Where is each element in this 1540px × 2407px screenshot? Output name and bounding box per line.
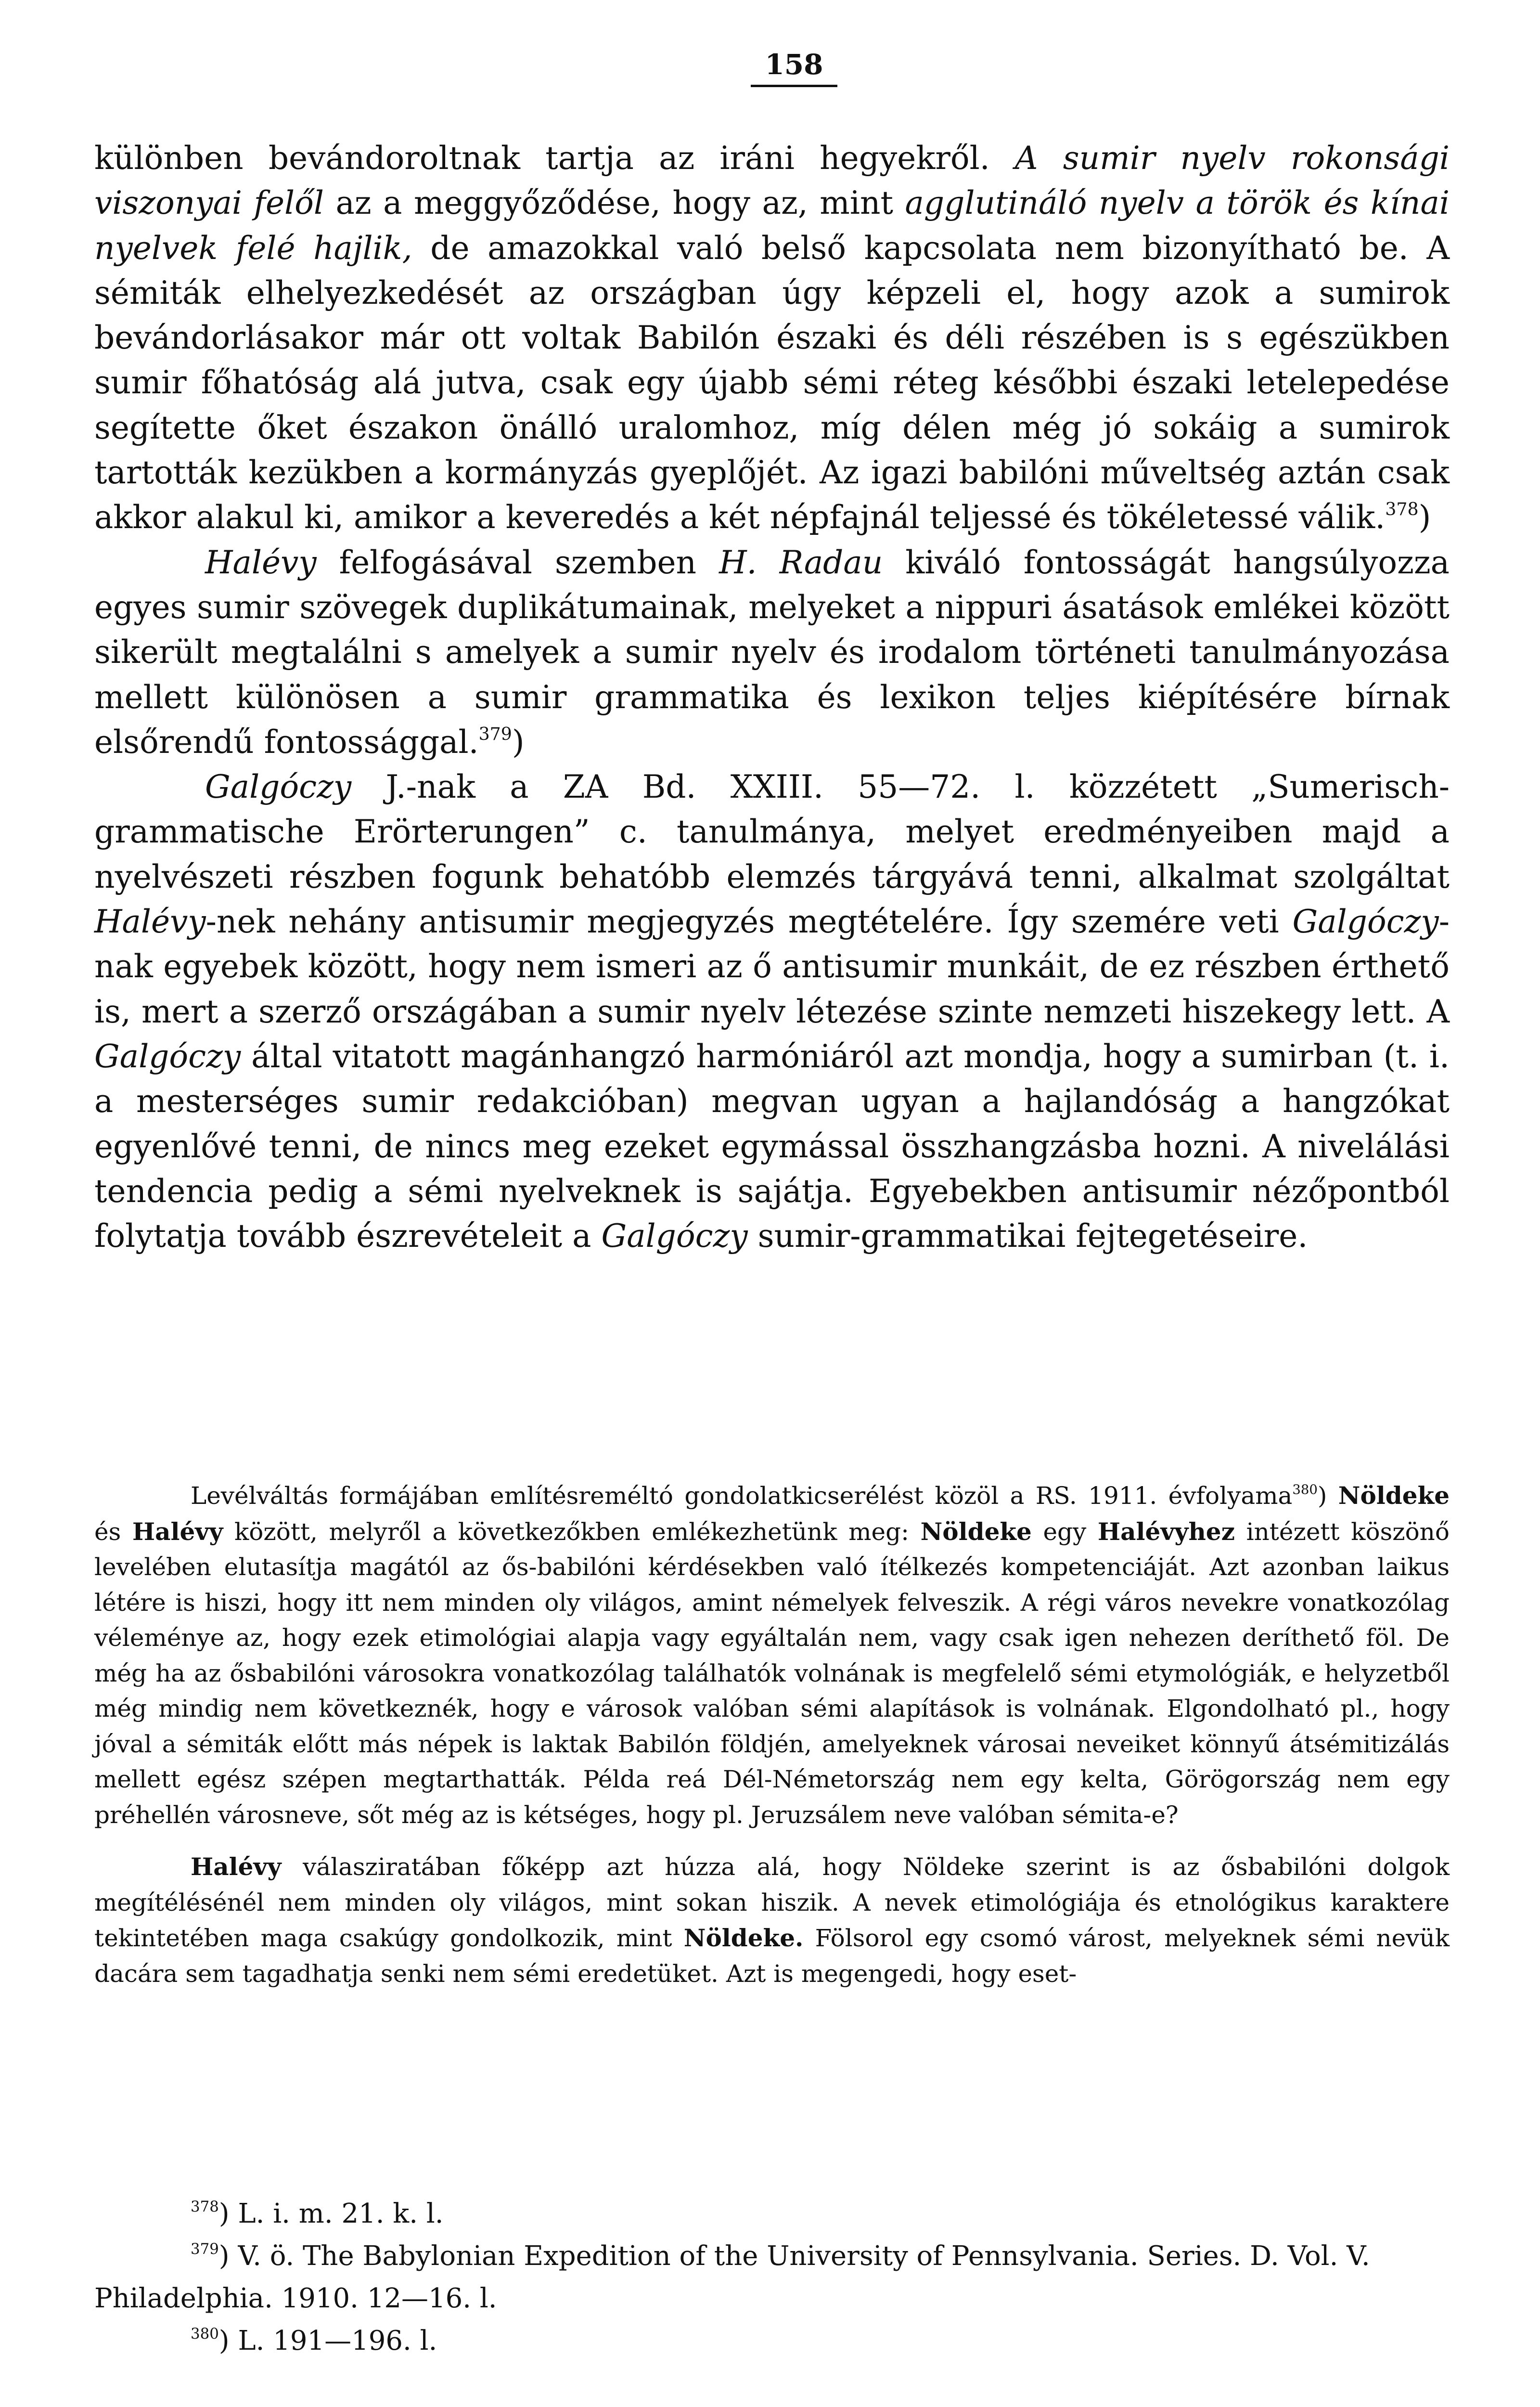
italic-run: Halévy xyxy=(94,903,206,941)
main-text xyxy=(94,136,1450,1258)
footnote-mark: 379 xyxy=(191,2240,219,2258)
text-run: ) xyxy=(1317,1482,1338,1510)
small-paragraph-1 xyxy=(94,1478,1450,1833)
text-run: által vitatott magánhangzó harmóniáról azt mondja, hogy a sumirban (t. i. a mesterséges sumir redakcióban) megvan ugyan a hajlandóság a hangzókat egyenlővé tenni, de nincs meg ezeket egymással összhangzásba hozni. A nivelálási tendencia pedig a sémi nyelveknek is sajátja. Egyebekben antisumir nézőpontból folytatja tovább észrevételeit a xyxy=(94,1037,1450,1255)
text-run: ) xyxy=(1418,499,1431,536)
italic-run: Galgóczy xyxy=(205,768,352,806)
text-run: -nak egyebek között, hogy nem ismeri az ő antisumir munkáit, de ez részben érthető is, mert a szerző országában a sumir nyelv létezése szinte nemzeti hiszekegy lett. A xyxy=(94,903,1450,1030)
text-run: sumir-grammatikai fejtegetéseire. xyxy=(747,1217,1308,1255)
footnote-text: ) L. i. m. 21. k. l. xyxy=(218,2198,444,2229)
small-print-section xyxy=(94,1478,1450,1992)
text-run: között, melyről a következőkben emlékezhetünk meg: xyxy=(223,1517,921,1546)
text-run: de amazokkal való belső kapcsolata nem bizonyítható be. A sémiták elhelyezkedését az országban úgy képzeli el, hogy azok a sumirok bevándorlásakor már ott voltak Babilón északi és déli részében is s egészükben sumir főhatóság alá jutva, csak egy újabb sémi réteg későbbi északi letelepedése segítette őket északon önálló uralomhoz, míg délen még jó sokáig a sumirok tartották kezükben a kormányzás gyeplőjét. Az igazi babilóni műveltség aztán csak akkor alakul ki, amikor a keveredés a két népfajnál teljessé és tökéletessé válik. xyxy=(94,229,1450,536)
italic-run: Galgóczy xyxy=(94,1037,241,1075)
footnote-item xyxy=(94,2235,1450,2320)
footnote-ref: 380 xyxy=(1292,1482,1318,1498)
footnote-ref: 379 xyxy=(478,723,512,744)
bold-run: Halévy xyxy=(191,1852,282,1881)
italic-run: Galgóczy xyxy=(601,1217,748,1255)
text-run: válasziratában főképp azt húzza alá, hogy Nöldeke szerint is az ősbabilóni dolgok megítélésénél nem minden oly világos, mint sokan hiszik. A nevek etimológiája és etnológikus karaktere tekintetében maga csakúgy gondolkozik, mint xyxy=(94,1853,1450,1952)
bold-run: Nöldeke xyxy=(920,1517,1032,1546)
bold-run: Halévyhez xyxy=(1097,1517,1235,1546)
text-run: és xyxy=(94,1517,132,1546)
text-run: J.-nak a ZA Bd. XXIII. 55—72. l. közzétett „Sumerisch-grammatische Erörterungen” c. tanulmánya, melyet eredményeiben majd a nyelvészeti részben fogunk behatóbb elemzés tárgyává tenni, alkalmat szolgáltat xyxy=(94,768,1450,895)
italic-run: Galgóczy xyxy=(1292,903,1439,941)
footnotes xyxy=(94,2193,1450,2362)
text-run: kiváló fontosságát hangsúlyozza egyes sumir szövegek duplikátumainak, melyeket a nippuri ásatások emlékei között sikerült megtalálni s amelyek a sumir nyelv és irodalom történeti tanulmányozása mellett különösen a sumir grammatika és lexikon teljes kiépítésére bírnak elsőrendű fontossággal. xyxy=(94,544,1450,761)
text-run: különben bevándoroltnak tartja az iráni hegyekről. xyxy=(94,140,1015,177)
italic-run: Halévy xyxy=(205,544,317,581)
text-run: Levélváltás formájában említésreméltó gondolatkicserélést közöl a RS. 1911. évfolyama xyxy=(191,1482,1293,1510)
text-run: Fölsorol egy csomó várost, melyeknek sémi nevük dacára sem tagadhatja senki nem sémi eredetüket. Azt is megengedi, hogy eset- xyxy=(94,1924,1450,1988)
text-run: egy xyxy=(1031,1517,1098,1546)
footnote-mark: 380 xyxy=(191,2325,219,2342)
footnote-mark: 378 xyxy=(191,2198,219,2215)
page-number: 158 xyxy=(751,48,837,87)
bold-run: Nöldeke xyxy=(1338,1481,1450,1510)
text-run: felfogásával szemben xyxy=(316,544,719,581)
footnote-ref: 378 xyxy=(1385,499,1419,520)
footnote-text: ) V. ö. The Babylonian Expedition of the University of Pennsylvania. Series. D. Vol. V. Philadelphia. 1910. 12—16. l. xyxy=(94,2240,1370,2314)
italic-run: H. Radau xyxy=(719,544,883,581)
footnote-text: ) L. 191—196. l. xyxy=(218,2325,437,2356)
footnote-item xyxy=(94,2193,1450,2235)
paragraph-3 xyxy=(94,764,1450,1258)
italic-run: A sumir nyelv rokonsági viszonyai felől xyxy=(94,140,1450,222)
bold-run: Halévy xyxy=(132,1517,223,1546)
small-paragraph-2 xyxy=(94,1849,1450,1992)
paragraph-1 xyxy=(94,136,1450,540)
italic-run: agglutináló nyelv a török és kínai nyelvek felé hajlik, xyxy=(94,184,1450,267)
text-run: intézett köszönő levelében elutasítja magától az ős-babilóni kérdésekben való ítélkezés kompetenciáját. Azt azonban laikus létére is hiszi, hogy itt nem minden oly világos, amint némelyek felveszik. A régi város nevekre vonatkozólag véleménye az, hogy ezek etimológiai alapja vagy egyáltalán nem, vagy csak igen nehezen deríthető föl. De még ha az ősbabilóni városokra vonatkozólag találhatók volnának is megfelelő sémi etymológiák, e helyzetből még mindig nem következnék, hogy e városok valóban sémi alapítások is volnának. Elgondolható pl., hogy jóval a sémiták előtt más népek is laktak Babilón földjén, amelyeknek városai neveiket könnyű átsémitizálás mellett egész szépen megtarthatták. Példa reá Dél-Németország nem egy kelta, Görögország nem egy préhellén városneve, sőt még az is kétséges, hogy pl. Jeruzsálem neve valóban sémita-e? xyxy=(94,1517,1450,1829)
footnote-item xyxy=(94,2320,1450,2362)
text-run: az a meggyőződése, hogy az, mint xyxy=(323,184,905,222)
bold-run: Nöldeke. xyxy=(683,1924,804,1952)
paragraph-2 xyxy=(94,540,1450,764)
text-run: ) xyxy=(512,723,525,761)
text-run: -nek nehány antisumir megjegyzés megtételére. Így szemére veti xyxy=(205,903,1293,941)
